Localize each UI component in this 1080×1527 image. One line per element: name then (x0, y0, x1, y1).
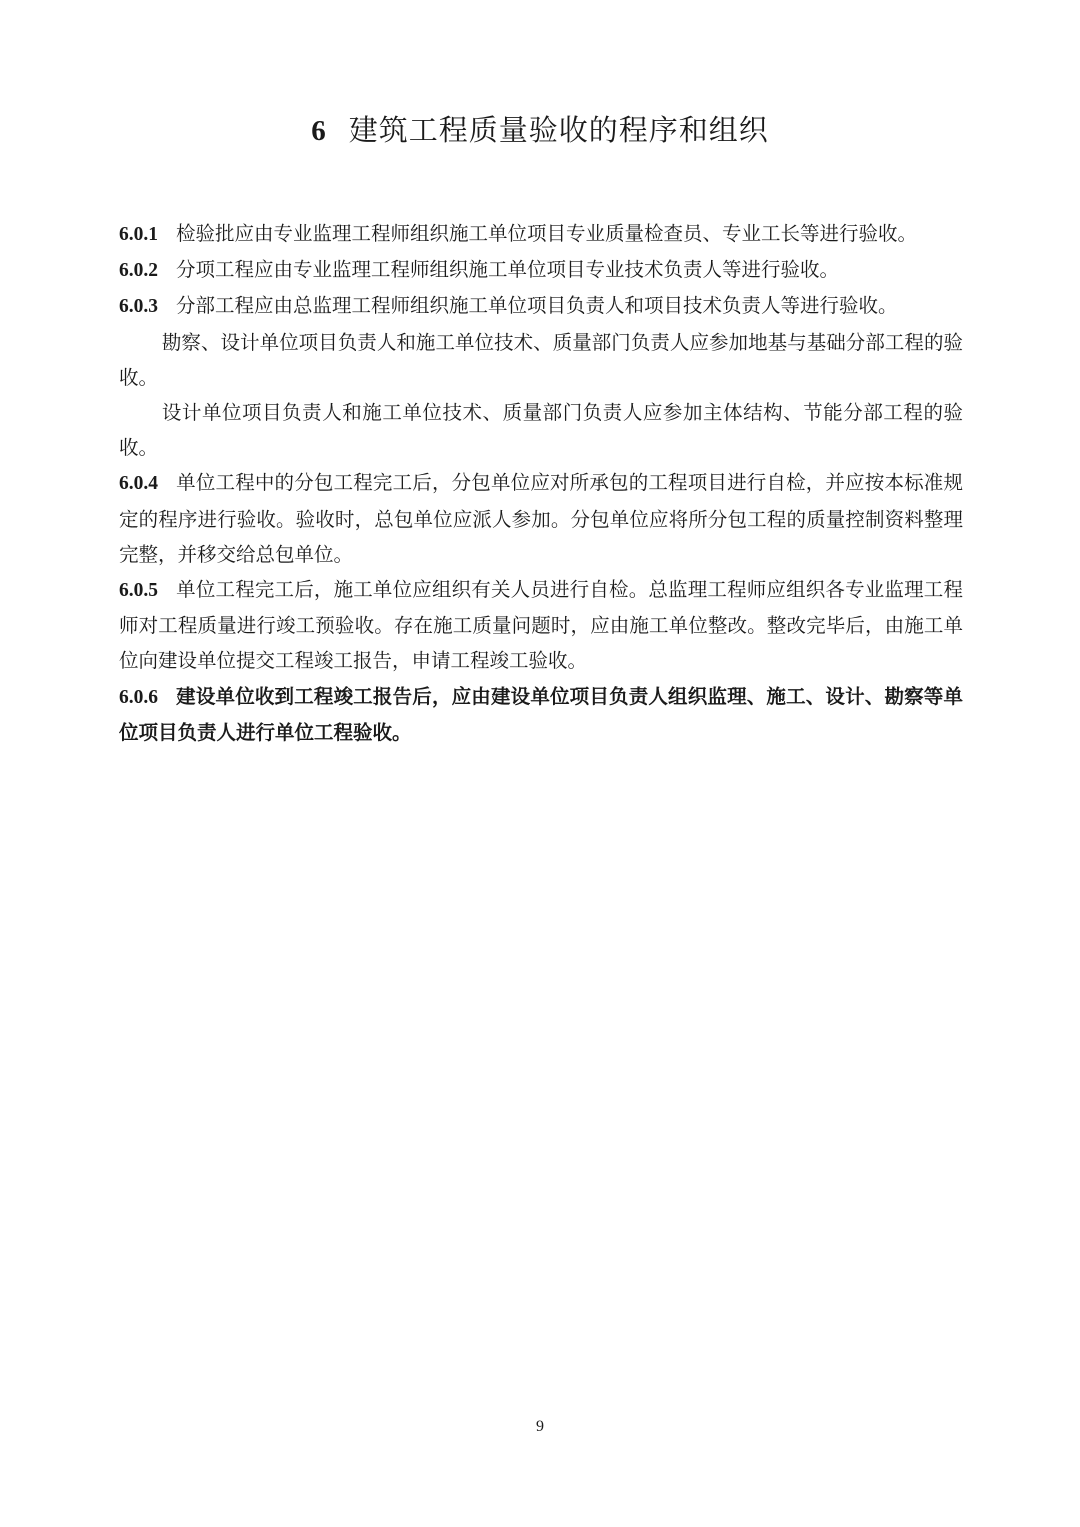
clause-number: 6.0.5 (119, 580, 158, 602)
clause-6-0-4 (119, 465, 963, 572)
clause-number: 6.0.3 (119, 296, 158, 318)
clause-6-0-6 (119, 679, 963, 750)
clause-text: 单位工程完工后，施工单位应组织有关人员进行自检。总监理工程师应组织各专业监理工程师对工程质量进行竣工预验收。存在施工质量问题时，应由施工单位整改。整改完毕后，由施工单位向建设单位提交工程竣工报告，申请工程竣工验收。 (119, 578, 963, 673)
document-body (119, 216, 963, 750)
clause-number: 6.0.6 (119, 686, 158, 708)
clause-6-0-3-paragraph-2: 设计单位项目负责人和施工单位技术、质量部门负责人应参加主体结构、节能分部工程的验收。 (119, 401, 963, 460)
clause-text: 分部工程应由总监理工程师组织施工单位项目负责人和项目技术负责人等进行验收。 (176, 294, 898, 318)
clause-number: 6.0.1 (119, 224, 158, 245)
clause-text: 建设单位收到工程竣工报告后，应由建设单位项目负责人组织监理、施工、设计、勘察等单位项目负责人进行单位工程验收。 (119, 684, 963, 744)
clause-6-0-3 (119, 288, 963, 324)
clause-6-0-5 (119, 572, 963, 679)
clause-text: 检验批应由专业监理工程师组织施工单位项目专业质量检查员、专业工长等进行验收。 (176, 222, 918, 245)
chapter-number: 6 (311, 115, 327, 147)
clause-6-0-2 (119, 252, 963, 288)
clause-text: 单位工程中的分包工程完工后，分包单位应对所承包的工程项目进行自检，并应按本标准规定的程序进行验收。验收时，总包单位应派人参加。分包单位应将所分包工程的质量控制资料整理完整，并移交给总包单位。 (119, 471, 963, 566)
chapter-title (0, 108, 1080, 153)
clause-number: 6.0.2 (119, 260, 158, 282)
chapter-title-text: 建筑工程质量验收的程序和组织 (348, 113, 769, 147)
clause-text: 分项工程应由专业监理工程师组织施工单位项目专业技术负责人等进行验收。 (176, 258, 840, 282)
clause-6-0-3-paragraph-1: 勘察、设计单位项目负责人和施工单位技术、质量部门负责人应参加地基与基础分部工程的验收。 (119, 330, 963, 389)
clause-number: 6.0.4 (119, 473, 158, 495)
clause-6-0-1 (119, 216, 963, 252)
page-number: 9 (536, 1418, 544, 1435)
